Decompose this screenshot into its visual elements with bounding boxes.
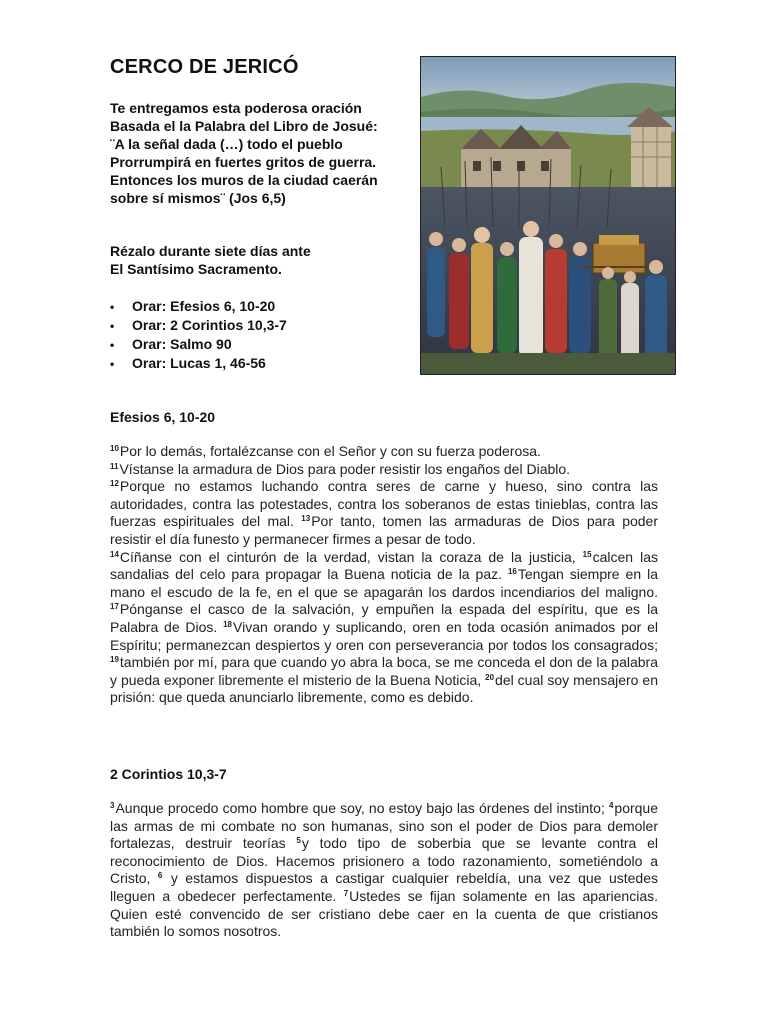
verse-text: también por mí, para que cuando yo abra la boca, se me conceda el don de la palabra y pueda exponer libremente el misterio de la Buena Noticia, (110, 654, 658, 688)
intro-line: ¨A la señal dada (…) todo el pueblo (110, 136, 343, 152)
verse-number: 7 (343, 888, 349, 898)
verse-text: Ustedes se fijan solamente en las apariencias. Quien esté convencido de ser cristiano debe caer en la cuenta de que cristianos también lo somos nosotros. (110, 887, 658, 940)
verse-text: Por lo demás, fortalézcanse con el Señor y con su fuerza poderosa. (119, 443, 541, 459)
intro-paragraph (110, 99, 410, 207)
verse-number: 6 (157, 871, 163, 881)
verse-number: 14 (110, 549, 119, 559)
prayer-list (110, 297, 287, 373)
page-title: CERCO DE JERICÓ (110, 56, 299, 78)
verse-number: 11 (110, 461, 119, 471)
bullet-icon: • (110, 300, 115, 314)
verse-number: 17 (110, 602, 119, 612)
bullet-icon: • (110, 357, 115, 371)
verse-number: 15 (582, 549, 592, 559)
section-heading-efesios: Efesios 6, 10-20 (110, 409, 216, 425)
prayer-list-item (110, 297, 287, 316)
verse-text: Vivan orando y suplicando, oren en toda ocasión animados por el Espíritu; permanezcan despiertos y oren con perseverancia por todos los consagrados; (110, 618, 658, 653)
corintios-passage (110, 800, 658, 941)
verse-number: 19 (110, 655, 119, 665)
intro-line: Te entregamos esta poderosa oración (110, 100, 362, 116)
verse-text: Por tanto, tomen las armaduras de Dios para poder resistir el día funesto y permanecer firmes a pesar de todo. (110, 513, 659, 547)
verse-number: 10 (110, 444, 119, 453)
prayer-item-label: Orar: Efesios 6, 10-20 (132, 298, 276, 314)
verse-number: 13 (301, 514, 311, 524)
verse-number: 12 (110, 479, 119, 489)
verse-number: 5 (296, 836, 301, 846)
verse-text: Aunque procedo como hombre que soy, no estoy bajo las órdenes del instinto; (115, 800, 609, 816)
verse-number: 18 (223, 619, 232, 629)
verse-text: Porque no estamos luchando contra seres de carne y hueso, sino contra las autoridades, contra las potestades, contra los soberanos de estas tinieblas, contra las fuerzas espirituales del mal. (110, 478, 658, 530)
section-heading-corintios: 2 Corintios 10,3-7 (110, 766, 227, 782)
instruction-line: El Santísimo Sacramento. (110, 261, 282, 277)
prayer-item-label: Orar: 2 Corintios 10,3-7 (132, 317, 287, 333)
verse-text: del cual soy mensajero en prisión: que queda anunciarlo libremente, como es debido. (110, 671, 658, 706)
verse-text: y todo tipo de soberbia que se levante contra el reconocimiento de Dios. Hacemos prisionero a todo razonamiento, sometiéndolo a Cristo, (110, 835, 658, 887)
bullet-icon: • (110, 319, 115, 333)
verse-number: 20 (485, 672, 495, 682)
verse-number: 3 (110, 801, 115, 810)
intro-line: Prorrumpirá en fuertes gritos de guerra. (110, 154, 377, 170)
prayer-item-label: Orar: Salmo 90 (132, 336, 232, 352)
prayer-list-item (110, 335, 287, 354)
prayer-list-item (110, 354, 287, 373)
verse-text: Vístanse la armadura de Dios para poder resistir los engaños del Diablo. (119, 460, 571, 477)
verse-text: Pónganse el casco de la salvación, y empuñen la espada del espíritu, que es la Palabra de Dios. (110, 601, 658, 635)
verse-text: calcen las sandalias del celo para propagar la Buena noticia de la paz. (110, 548, 658, 583)
instruction-line: Rézalo durante siete días ante (110, 243, 311, 259)
prayer-list-item (110, 316, 287, 335)
intro-line: Basada el la Palabra del Libro de Josué: (110, 118, 378, 134)
verse-text: Tengan siempre en la mano el escudo de la fe, en el que se apagarán los dardos incendiarios del maligno. (110, 566, 658, 600)
verse-number: 16 (507, 567, 517, 577)
verse-text: Cíñanse con el cinturón de la verdad, vistan la coraza de la justicia, (119, 548, 583, 565)
verse-text: porque las armas de mi combate no son humanas, sino son el poder de Dios para demoler fortalezas, destruir teorías (110, 800, 658, 852)
verse-text: y estamos dispuestos a castigar cualquier rebeldía, una vez que ustedes lleguen a obedecer perfectamente. (110, 870, 658, 904)
prayer-item-label: Orar: Lucas 1, 46-56 (132, 355, 266, 371)
efesios-passage (110, 443, 658, 707)
bullet-icon: • (110, 338, 115, 352)
jericho-procession-painting (420, 56, 676, 375)
intro-line: Entonces los muros de la ciudad caerán (110, 172, 378, 188)
intro-line: sobre sí mismos¨ (Jos 6,5) (110, 190, 286, 206)
verse-number: 4 (608, 801, 614, 810)
instruction-paragraph (110, 242, 410, 278)
